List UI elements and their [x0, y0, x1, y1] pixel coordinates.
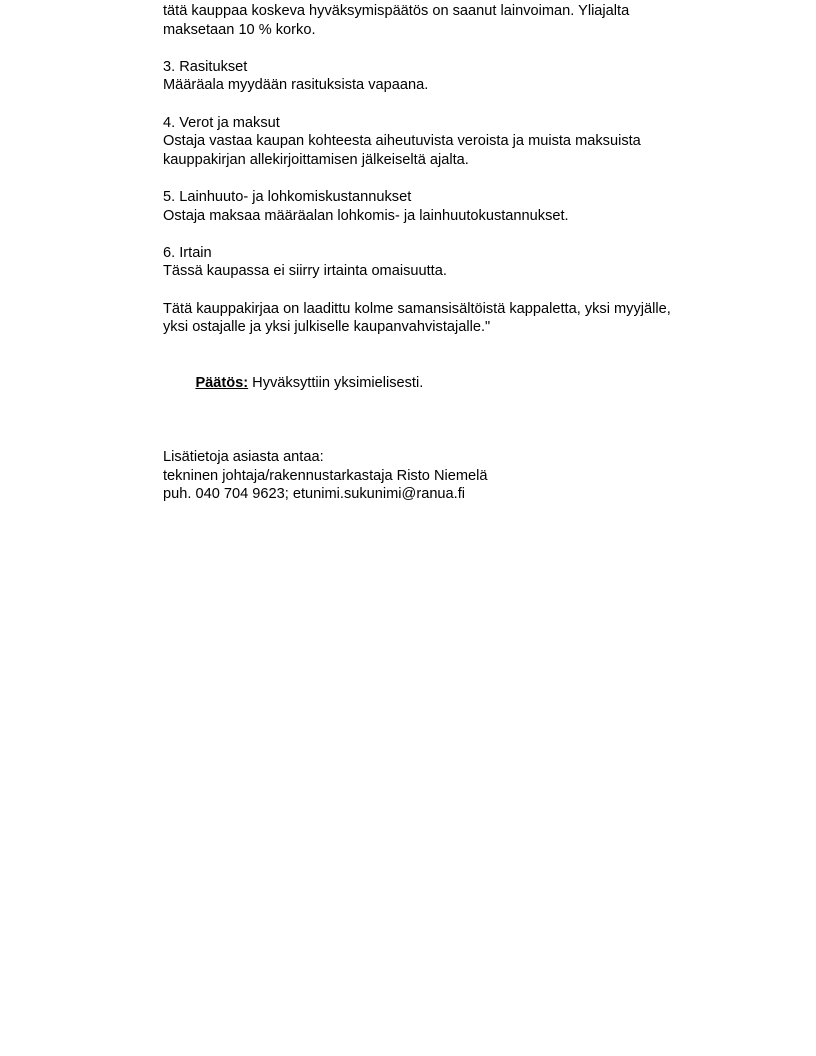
text-line: Ostaja maksaa määräalan lohkomis- ja lainhuutokustannukset.: [163, 207, 569, 224]
decision-line: [163, 355, 776, 411]
text-line: tätä kauppaa koskeva hyväksymispäätös on saanut lainvoiman. Yliajalta: [163, 3, 630, 19]
document-content: [163, 2, 776, 523]
contact-intro-line: Lisätietoja asiasta antaa:: [163, 449, 324, 466]
section-heading: 3. Rasitukset: [163, 58, 248, 75]
contact-phone-email-line: puh. 040 704 9623; etunimi.sukunimi@ranua.fi: [163, 486, 466, 503]
section-verot-ja-maksut: [163, 114, 776, 170]
text-line: yksi ostajalle ja yksi julkiselle kaupanvahvistajalle.": [163, 319, 491, 336]
section-rasitukset: [163, 58, 776, 95]
text-line: Tätä kauppakirjaa on laadittu kolme samansisältöistä kappaletta, yksi myyjälle,: [163, 300, 671, 317]
para-interest-clause: [163, 2, 776, 39]
decision-label: Päätös:: [195, 374, 249, 391]
section-lainhuuto-lohkomiskustannukset: [163, 188, 776, 225]
text-line: kauppakirjan allekirjoittamisen jälkeiseltä ajalta.: [163, 151, 469, 168]
contact-person-line: tekninen johtaja/rakennustarkastaja Risto Niemelä: [163, 467, 488, 484]
text-line: Ostaja vastaa kaupan kohteesta aiheutuvista veroista ja muista maksuista: [163, 133, 641, 150]
text-line: maksetaan 10 % korko.: [163, 21, 316, 38]
text-line: Määräala myydään rasituksista vapaana.: [163, 77, 429, 94]
para-copies-clause: [163, 300, 776, 337]
section-heading: 6. Irtain: [163, 244, 212, 261]
section-irtain: [163, 244, 776, 281]
section-heading: 5. Lainhuuto- ja lohkomiskustannukset: [163, 188, 412, 205]
decision-text: Hyväksyttiin yksimielisesti.: [252, 374, 424, 391]
section-heading: 4. Verot ja maksut: [163, 114, 280, 131]
contact-info: [163, 448, 776, 504]
text-line: Tässä kaupassa ei siirry irtainta omaisuutta.: [163, 263, 447, 280]
